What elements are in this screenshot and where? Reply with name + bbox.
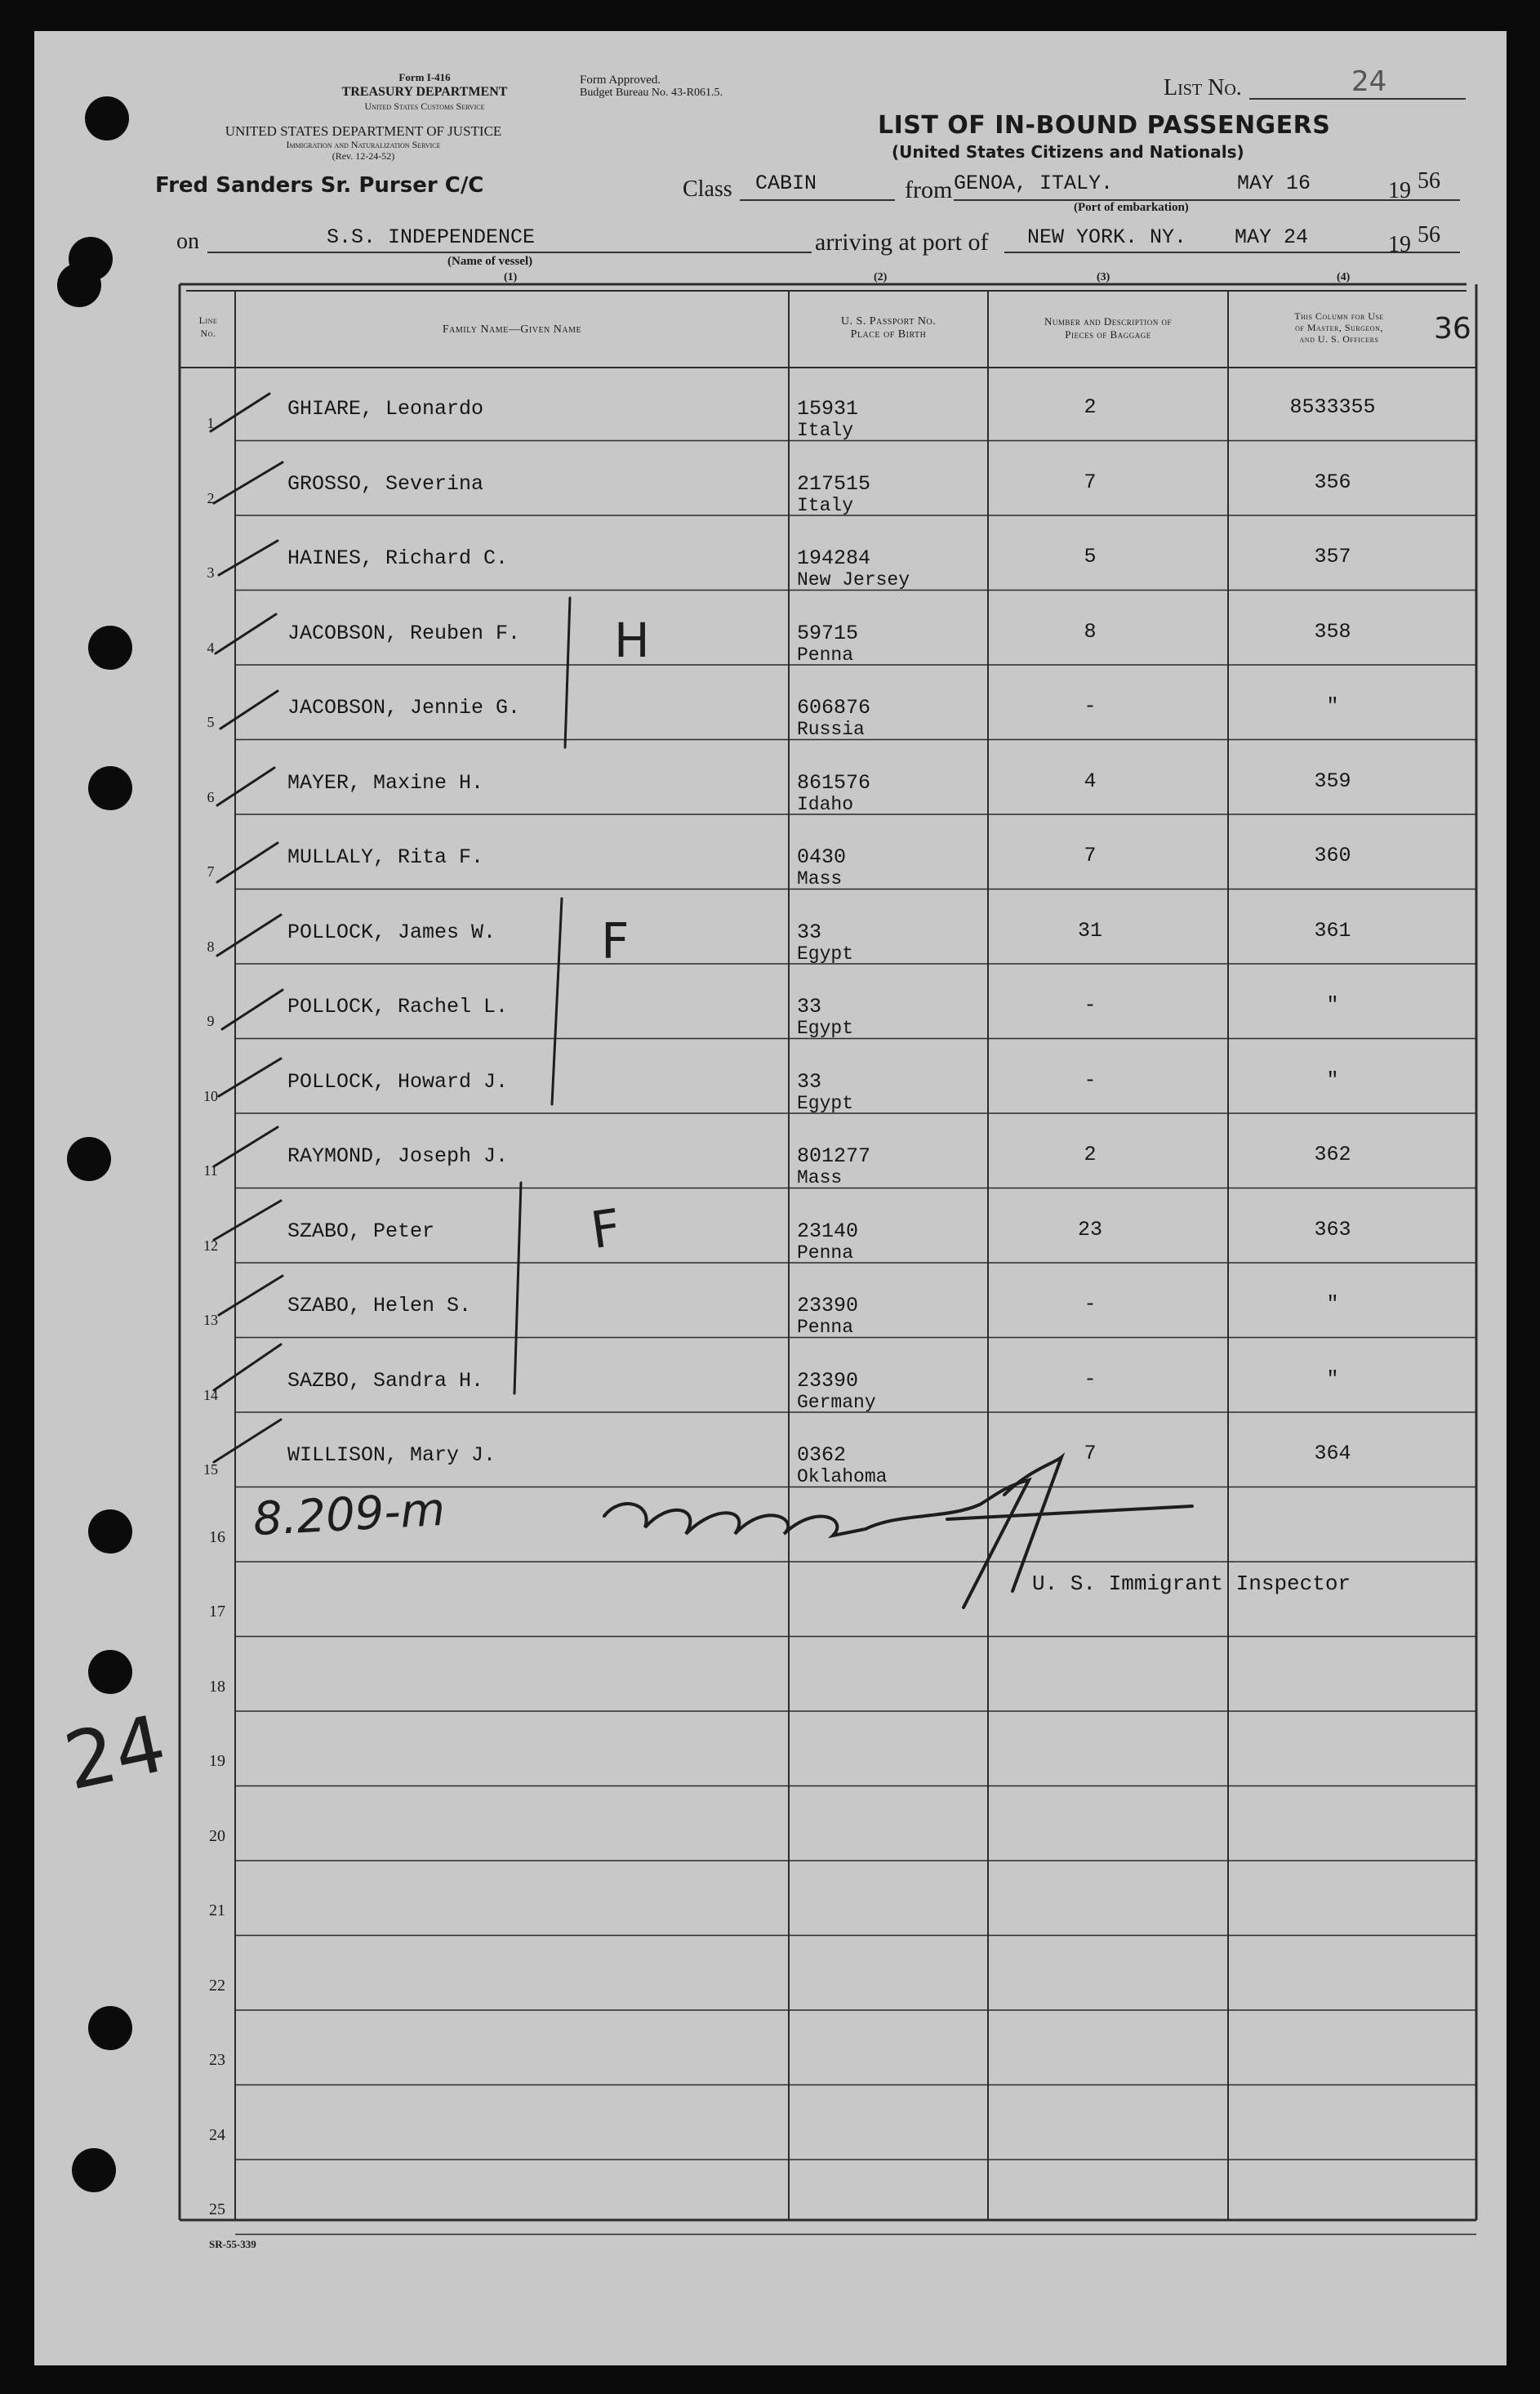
baggage-count: - (1084, 1068, 1097, 1092)
passport-number: 23390 (797, 1294, 859, 1317)
place-of-birth: Egypt (797, 1092, 854, 1114)
list-number: 24 (1351, 65, 1387, 98)
inspector-note: 8.209-m (251, 1482, 447, 1547)
place-of-birth: Egypt (797, 1018, 854, 1039)
officer-entry: 360 (1314, 844, 1351, 867)
place-of-birth: Russia (797, 719, 865, 740)
customs-service: United States Customs Service (364, 100, 485, 112)
place-of-birth: Oklahoma (797, 1466, 888, 1487)
vessel-label: (Name of vessel) (447, 255, 533, 268)
officer-entry: " (1326, 1366, 1339, 1391)
row-number: 2 (207, 489, 215, 506)
passenger-name: GROSSO, Severina (287, 471, 484, 496)
passenger-name: MAYER, Maxine H. (287, 770, 484, 795)
passport-number: 33 (797, 920, 822, 944)
justice-dept: UNITED STATES DEPARTMENT OF JUSTICE (225, 123, 502, 139)
passport-number: 23390 (797, 1368, 859, 1393)
passport-number: 15931 (797, 397, 859, 421)
baggage-count: - (1084, 993, 1097, 1017)
from-label: from (905, 176, 953, 203)
col-num-4: (4) (1337, 271, 1351, 283)
passport-header-line2: Place of Birth (850, 328, 927, 341)
place-of-birth: Germany (797, 1391, 876, 1413)
passenger-name: JACOBSON, Reuben F. (287, 621, 521, 645)
officer-entry: 359 (1314, 769, 1351, 793)
inspector-title: U. S. Immigrant Inspector (1032, 1571, 1351, 1596)
row-number: 24 (209, 2125, 225, 2144)
arrival-year: 56 (1418, 222, 1440, 247)
row-number: 3 (207, 564, 215, 581)
row-number: 19 (209, 1752, 225, 1770)
officer-entry: " (1326, 993, 1339, 1017)
passport-number: 606876 (797, 696, 871, 720)
row-number: 23 (209, 2051, 225, 2069)
row-number: 5 (207, 714, 215, 730)
vessel-name: S.S. INDEPENDENCE (327, 225, 536, 249)
row-number: 9 (207, 1013, 215, 1029)
place-of-birth: Idaho (797, 793, 854, 815)
row-number: 16 (209, 1527, 225, 1546)
baggage-count: 4 (1084, 769, 1097, 793)
passport-number: 217515 (797, 471, 871, 496)
row-number: 10 (203, 1087, 218, 1104)
row-number: 22 (209, 1976, 225, 1995)
form-approved: Form Approved. (580, 74, 661, 87)
passenger-name: GHIARE, Leonardo (287, 397, 484, 421)
baggage-count: - (1084, 1366, 1097, 1391)
form-subtitle: (United States Citizens and Nationals) (892, 142, 1244, 162)
officer-entry: " (1326, 1292, 1339, 1316)
passenger-name: SZABO, Helen S. (287, 1294, 472, 1317)
officers-header-line3: and U. S. Officers (1299, 333, 1379, 345)
officer-entry: 8533355 (1289, 395, 1376, 419)
passenger-name: HAINES, Richard C. (287, 546, 509, 570)
embark-year-prefix: 19 (1388, 178, 1411, 203)
place-of-birth: Penna (797, 644, 854, 666)
arrival-date: MAY 24 (1235, 225, 1309, 249)
form-number: Form I-416 (398, 71, 451, 83)
row-number: 11 (203, 1162, 218, 1179)
place-of-birth: New Jersey (797, 569, 910, 591)
baggage-count: - (1084, 694, 1097, 718)
row-number: 13 (203, 1312, 218, 1328)
row-number: 8 (207, 938, 215, 955)
place-of-birth: Penna (797, 1242, 854, 1264)
passenger-name: MULLALY, Rita F. (287, 845, 484, 869)
place-of-birth: Italy (797, 420, 854, 441)
baggage-count: 2 (1084, 1143, 1097, 1166)
officer-entry: 356 (1314, 470, 1351, 494)
row-number: 6 (207, 788, 215, 805)
family-letter-f: F (587, 1197, 625, 1261)
margin-number: 24 (56, 1697, 174, 1808)
family-letter-h: H (614, 613, 650, 668)
row-number: 1 (207, 415, 215, 431)
family-letter-f: F (601, 913, 630, 970)
passenger-name: SAZBO, Sandra H. (287, 1368, 484, 1393)
passenger-name: RAYMOND, Joseph J. (287, 1144, 509, 1168)
place-of-birth: Penna (797, 1317, 854, 1338)
row-number: 20 (209, 1826, 225, 1845)
passport-number: 0430 (797, 845, 847, 869)
officer-entry: 364 (1314, 1442, 1351, 1465)
embark-date: MAY 16 (1237, 172, 1311, 195)
row-number: 15 (203, 1461, 218, 1478)
budget-bureau: Budget Bureau No. 43-R061.5. (580, 87, 723, 99)
officer-entry: " (1326, 694, 1339, 718)
baggage-count: 31 (1077, 918, 1102, 943)
row-number: 25 (209, 2200, 225, 2218)
passport-number: 801277 (797, 1144, 871, 1168)
embark-port: GENOA, ITALY. (954, 172, 1114, 195)
passport-number: 0362 (797, 1443, 847, 1467)
col-num-2: (2) (874, 271, 888, 283)
embark-year: 56 (1418, 168, 1440, 194)
officer-entry: 362 (1314, 1143, 1351, 1166)
baggage-header-line2: Pieces of Baggage (1065, 328, 1151, 341)
line-no-label: Line No. (198, 314, 218, 339)
officer-entry: " (1326, 1068, 1339, 1092)
on-label: on (176, 229, 199, 254)
passport-number: 33 (797, 995, 822, 1019)
baggage-header-line1: Number and Description of (1044, 315, 1173, 328)
col-num-1: (1) (504, 271, 518, 283)
class-value: CABIN (755, 172, 817, 195)
row-number: 18 (209, 1677, 225, 1696)
col-header-name: Family Name—Given Name (442, 323, 582, 336)
treasury-dept: TREASURY DEPARTMENT (341, 85, 508, 99)
place-of-birth: Mass (797, 1167, 843, 1188)
officers-header-line2: of Master, Surgeon, (1295, 322, 1383, 333)
passport-number: 59715 (797, 621, 859, 645)
baggage-count: 23 (1077, 1217, 1102, 1242)
class-label: Class (683, 176, 732, 202)
place-of-birth: Mass (797, 868, 843, 889)
arrival-year-prefix: 19 (1388, 232, 1411, 257)
passenger-name: WILLISON, Mary J. (287, 1443, 496, 1467)
footer-code: SR-55-339 (209, 2238, 256, 2250)
row-number: 7 (207, 863, 215, 880)
row-number: 21 (209, 1901, 225, 1919)
port-embark-label: (Port of embarkation) (1074, 201, 1189, 214)
passport-number: 23140 (797, 1219, 859, 1243)
baggage-count: - (1084, 1292, 1097, 1316)
baggage-count: 5 (1084, 545, 1097, 568)
purser: Fred Sanders Sr. Purser C/C (155, 173, 484, 198)
passport-number: 861576 (797, 770, 871, 795)
passenger-name: POLLOCK, Howard J. (287, 1069, 509, 1094)
row-number: 17 (209, 1603, 225, 1621)
ins-service: Immigration and Naturalization Service (286, 139, 441, 150)
officer-entry: 361 (1314, 918, 1351, 943)
arriving-label: arriving at port of (815, 229, 989, 256)
officers-note: 36 (1434, 312, 1471, 346)
row-number: 4 (207, 639, 215, 656)
revision-date: (Rev. 12-24-52) (332, 150, 395, 162)
officers-header-line1: This Column for Use (1294, 310, 1384, 322)
row-number: 14 (203, 1386, 218, 1403)
arrival-port: NEW YORK. NY. (1027, 225, 1187, 249)
place-of-birth: Egypt (797, 943, 854, 965)
passport-number: 33 (797, 1069, 822, 1094)
baggage-count: 2 (1084, 395, 1097, 419)
col-num-3: (3) (1097, 271, 1110, 283)
passenger-name: JACOBSON, Jennie G. (287, 696, 521, 720)
officer-entry: 357 (1314, 545, 1351, 568)
officer-entry: 363 (1314, 1217, 1351, 1242)
passenger-name: POLLOCK, Rachel L. (287, 995, 509, 1019)
officer-entry: 358 (1314, 619, 1351, 644)
passport-header-line1: U. S. Passport No. (840, 315, 937, 328)
passenger-name: SZABO, Peter (287, 1219, 435, 1243)
baggage-count: 8 (1084, 619, 1097, 644)
form-title: LIST OF IN-BOUND PASSENGERS (878, 111, 1331, 140)
passport-number: 194284 (797, 546, 871, 570)
baggage-count: 7 (1084, 470, 1097, 494)
passenger-name: POLLOCK, James W. (287, 920, 496, 944)
baggage-count: 7 (1084, 844, 1097, 867)
place-of-birth: Italy (797, 494, 854, 516)
list-no-label: List No. (1164, 75, 1242, 100)
baggage-count: 7 (1084, 1442, 1097, 1465)
row-number: 12 (203, 1237, 218, 1254)
